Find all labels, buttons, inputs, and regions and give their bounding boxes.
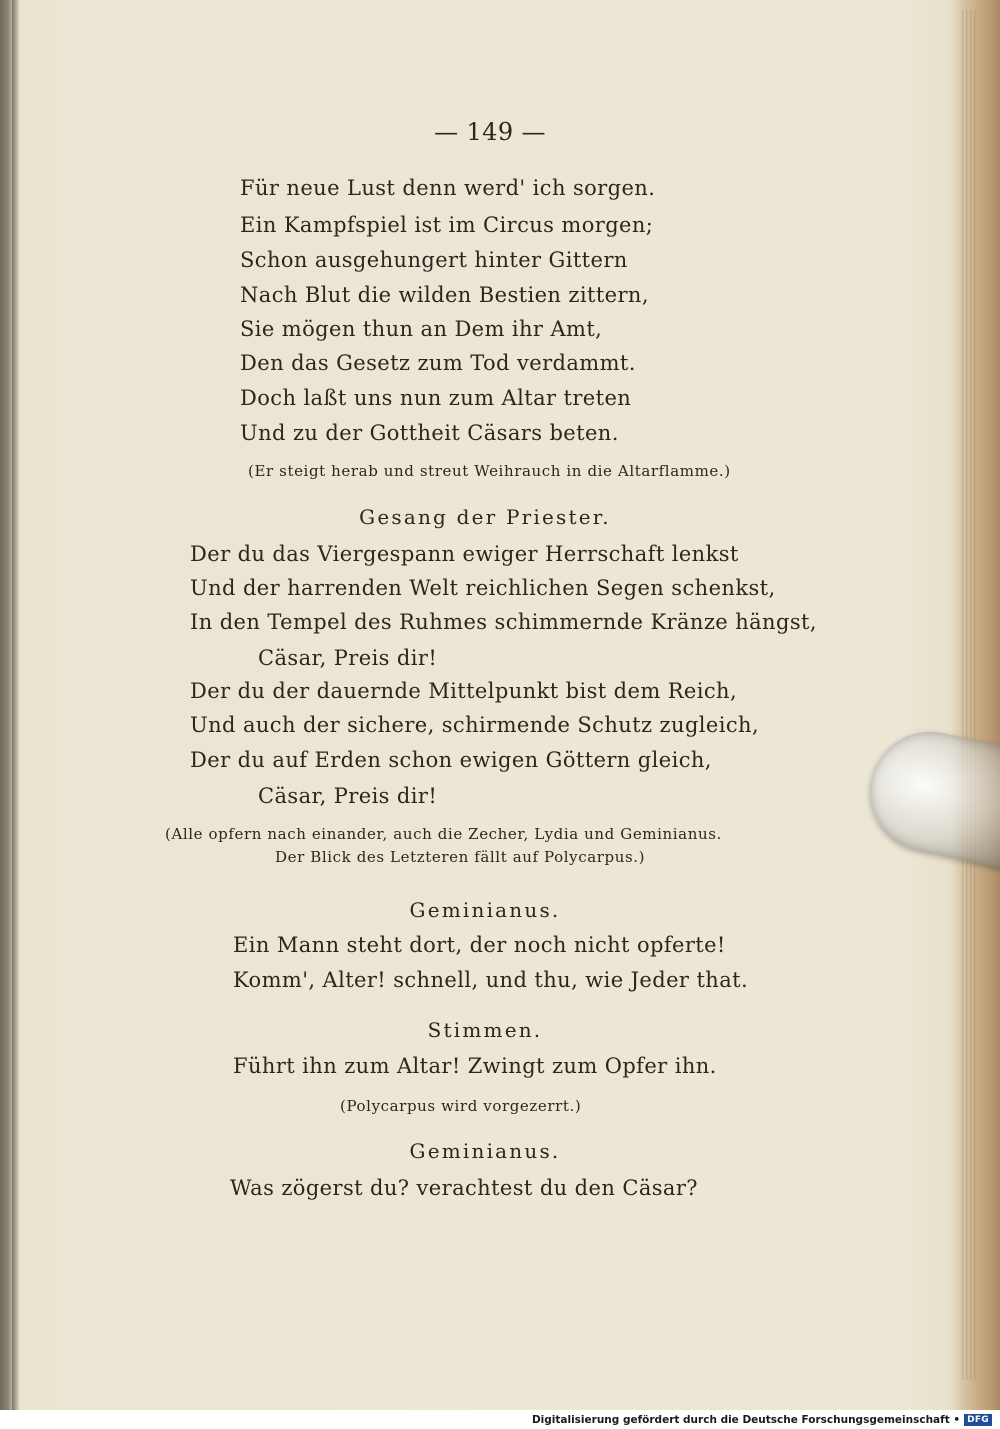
verse-line: Nach Blut die wilden Bestien zittern, [240,283,649,307]
credit-text: Digitalisierung gefördert durch die Deutsche Forschungsgemeinschaft • [531,1414,961,1426]
verse-line: Doch laßt uns nun zum Altar treten [240,386,632,410]
verse-line: Für neue Lust denn werd' ich sorgen. [240,176,656,200]
section-heading: Gesang der Priester. [359,505,611,529]
verse-line: Sie mögen thun an Dem ihr Amt, [240,317,603,341]
page-number: — 149 — [434,118,546,146]
stage-direction: (Alle opfern nach einander, auch die Zecher, Lydia und Geminianus. [165,825,722,843]
verse-line: Und der harrenden Welt reichlichen Segen schenkst, [190,576,776,600]
verse-line: Und auch der sichere, schirmende Schutz zugleich, [190,713,760,737]
verse-line: Ein Kampfspiel ist im Circus morgen; [240,213,654,237]
binding-shadow [12,0,20,1410]
speaker-name: Geminianus. [409,898,561,922]
speaker-name: Stimmen. [427,1018,543,1042]
verse-line: Der du das Viergespann ewiger Herrschaft lenkst [190,542,739,566]
stage-direction: (Er steigt herab und streut Weihrauch in die Altarflamme.) [248,462,731,480]
verse-refrain: Cäsar, Preis dir! [258,646,438,670]
dfg-logo: DFG [964,1414,992,1426]
verse-line: Was zögerst du? verachtest du den Cäsar? [230,1176,698,1200]
stage-direction: (Polycarpus wird vorgezerrt.) [340,1097,582,1115]
verse-line: Ein Mann steht dort, der noch nicht opferte! [233,933,726,957]
page-edges [962,10,978,1380]
verse-line: In den Tempel des Ruhmes schimmernde Kränze hängst, [190,610,817,634]
verse-line: Der du der dauernde Mittelpunkt bist dem Reich, [190,679,738,703]
verse-line: Den das Gesetz zum Tod verdammt. [240,351,636,375]
verse-line: Und zu der Gottheit Cäsars beten. [240,421,619,445]
verse-refrain: Cäsar, Preis dir! [258,784,438,808]
stage-direction: Der Blick des Letzteren fällt auf Polycarpus.) [275,848,646,866]
verse-line: Komm', Alter! schnell, und thu, wie Jeder that. [233,968,749,992]
verse-line: Schon ausgehungert hinter Gittern [240,248,628,272]
digitization-credit [532,1414,992,1426]
speaker-name: Geminianus. [409,1139,561,1163]
verse-line: Führt ihn zum Altar! Zwingt zum Opfer ihn. [233,1054,717,1078]
verse-line: Der du auf Erden schon ewigen Göttern gleich, [190,748,712,772]
